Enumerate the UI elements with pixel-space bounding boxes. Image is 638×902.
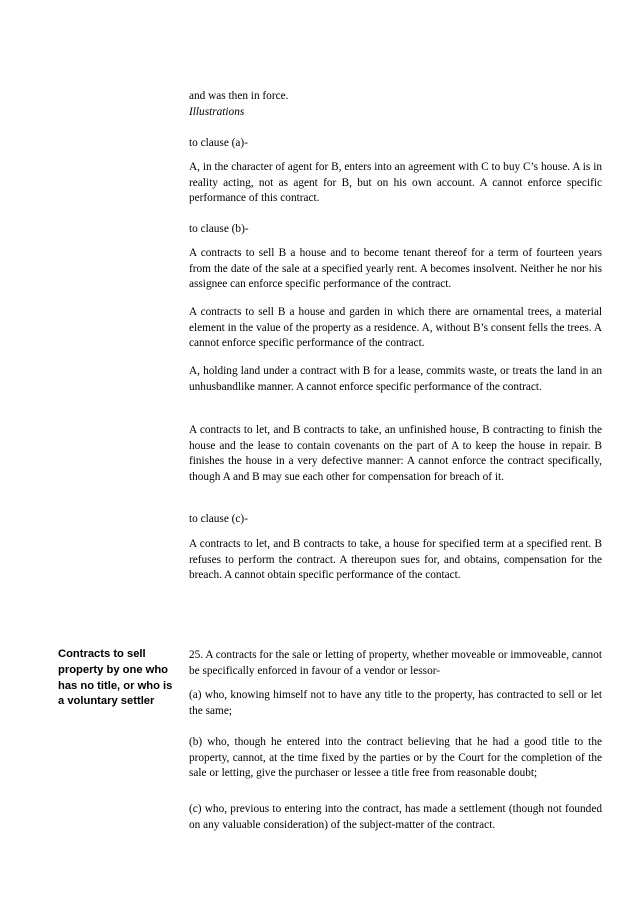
section-25-clause-a: (a) who, knowing himself not to have any title to the property, has contracted to sell or let the same; [189, 689, 602, 717]
continuation-text: and was then in force. [189, 90, 289, 102]
section-25-side-heading: Contracts to sell property by one who has no title, or who is a voluntary settler [58, 648, 173, 708]
clause-b-illustration-4: A contracts to let, and B contracts to take, an unfinished house, B contracting to finish the house and the lease to contain covenants on the part of A to keep the house in repair. B finishes the house in a very defective manner: A cannot enforce the contract specifically, though A and B may sue each other for compensation for breach of it. [189, 424, 602, 483]
clause-a-label: to clause (a)- [189, 137, 248, 149]
section-25-intro: 25. A contracts for the sale or letting of property, whether moveable or immoveable, cannot be specifically enforced in favour of a vendor or lessor- [189, 649, 602, 677]
clause-b-illustration-2: A contracts to sell B a house and garden in which there are ornamental trees, a material element in the value of the property as a residence. A, without B’s consent fells the trees. A cannot enforce specific performance of the contract. [189, 306, 602, 350]
clause-a-illustration: A, in the character of agent for B, enters into an agreement with C to buy C’s house. A is in reality acting, not as agent for B, but on his own account. A cannot enforce specific performance of this contract. [189, 161, 602, 205]
section-25-clause-c: (c) who, previous to entering into the contract, has made a settlement (though not founded on any valuable consideration) of the subject-matter of the contract. [189, 803, 602, 831]
clause-b-illustration-3: A, holding land under a contract with B for a lease, commits waste, or treats the land in an unhusbandlike manner. A cannot enforce specific performance of the contract. [189, 365, 602, 393]
clause-b-label: to clause (b)- [189, 223, 249, 235]
clause-b-illustration-1: A contracts to sell B a house and to become tenant thereof for a term of fourteen years from the date of the sale at a specified yearly rent. A becomes insolvent. Neither he nor his assignee can enforce specific performance of the contract. [189, 247, 602, 291]
clause-c-illustration: A contracts to let, and B contracts to take, a house for specified term at a specified rent. B refuses to perform the contract. A thereupon sues for, and obtains, compensation for the breach. A cannot obtain specific performance of the contact. [189, 538, 602, 582]
section-25-clause-b: (b) who, though he entered into the contract believing that he had a good title to the property, cannot, at the time fixed by the parties or by the Court for the completion of the sale or letting, give the purchaser or lessee a title free from reasonable doubt; [189, 736, 602, 780]
clause-c-label: to clause (c)- [189, 513, 248, 525]
illustrations-heading: Illustrations [189, 106, 245, 118]
